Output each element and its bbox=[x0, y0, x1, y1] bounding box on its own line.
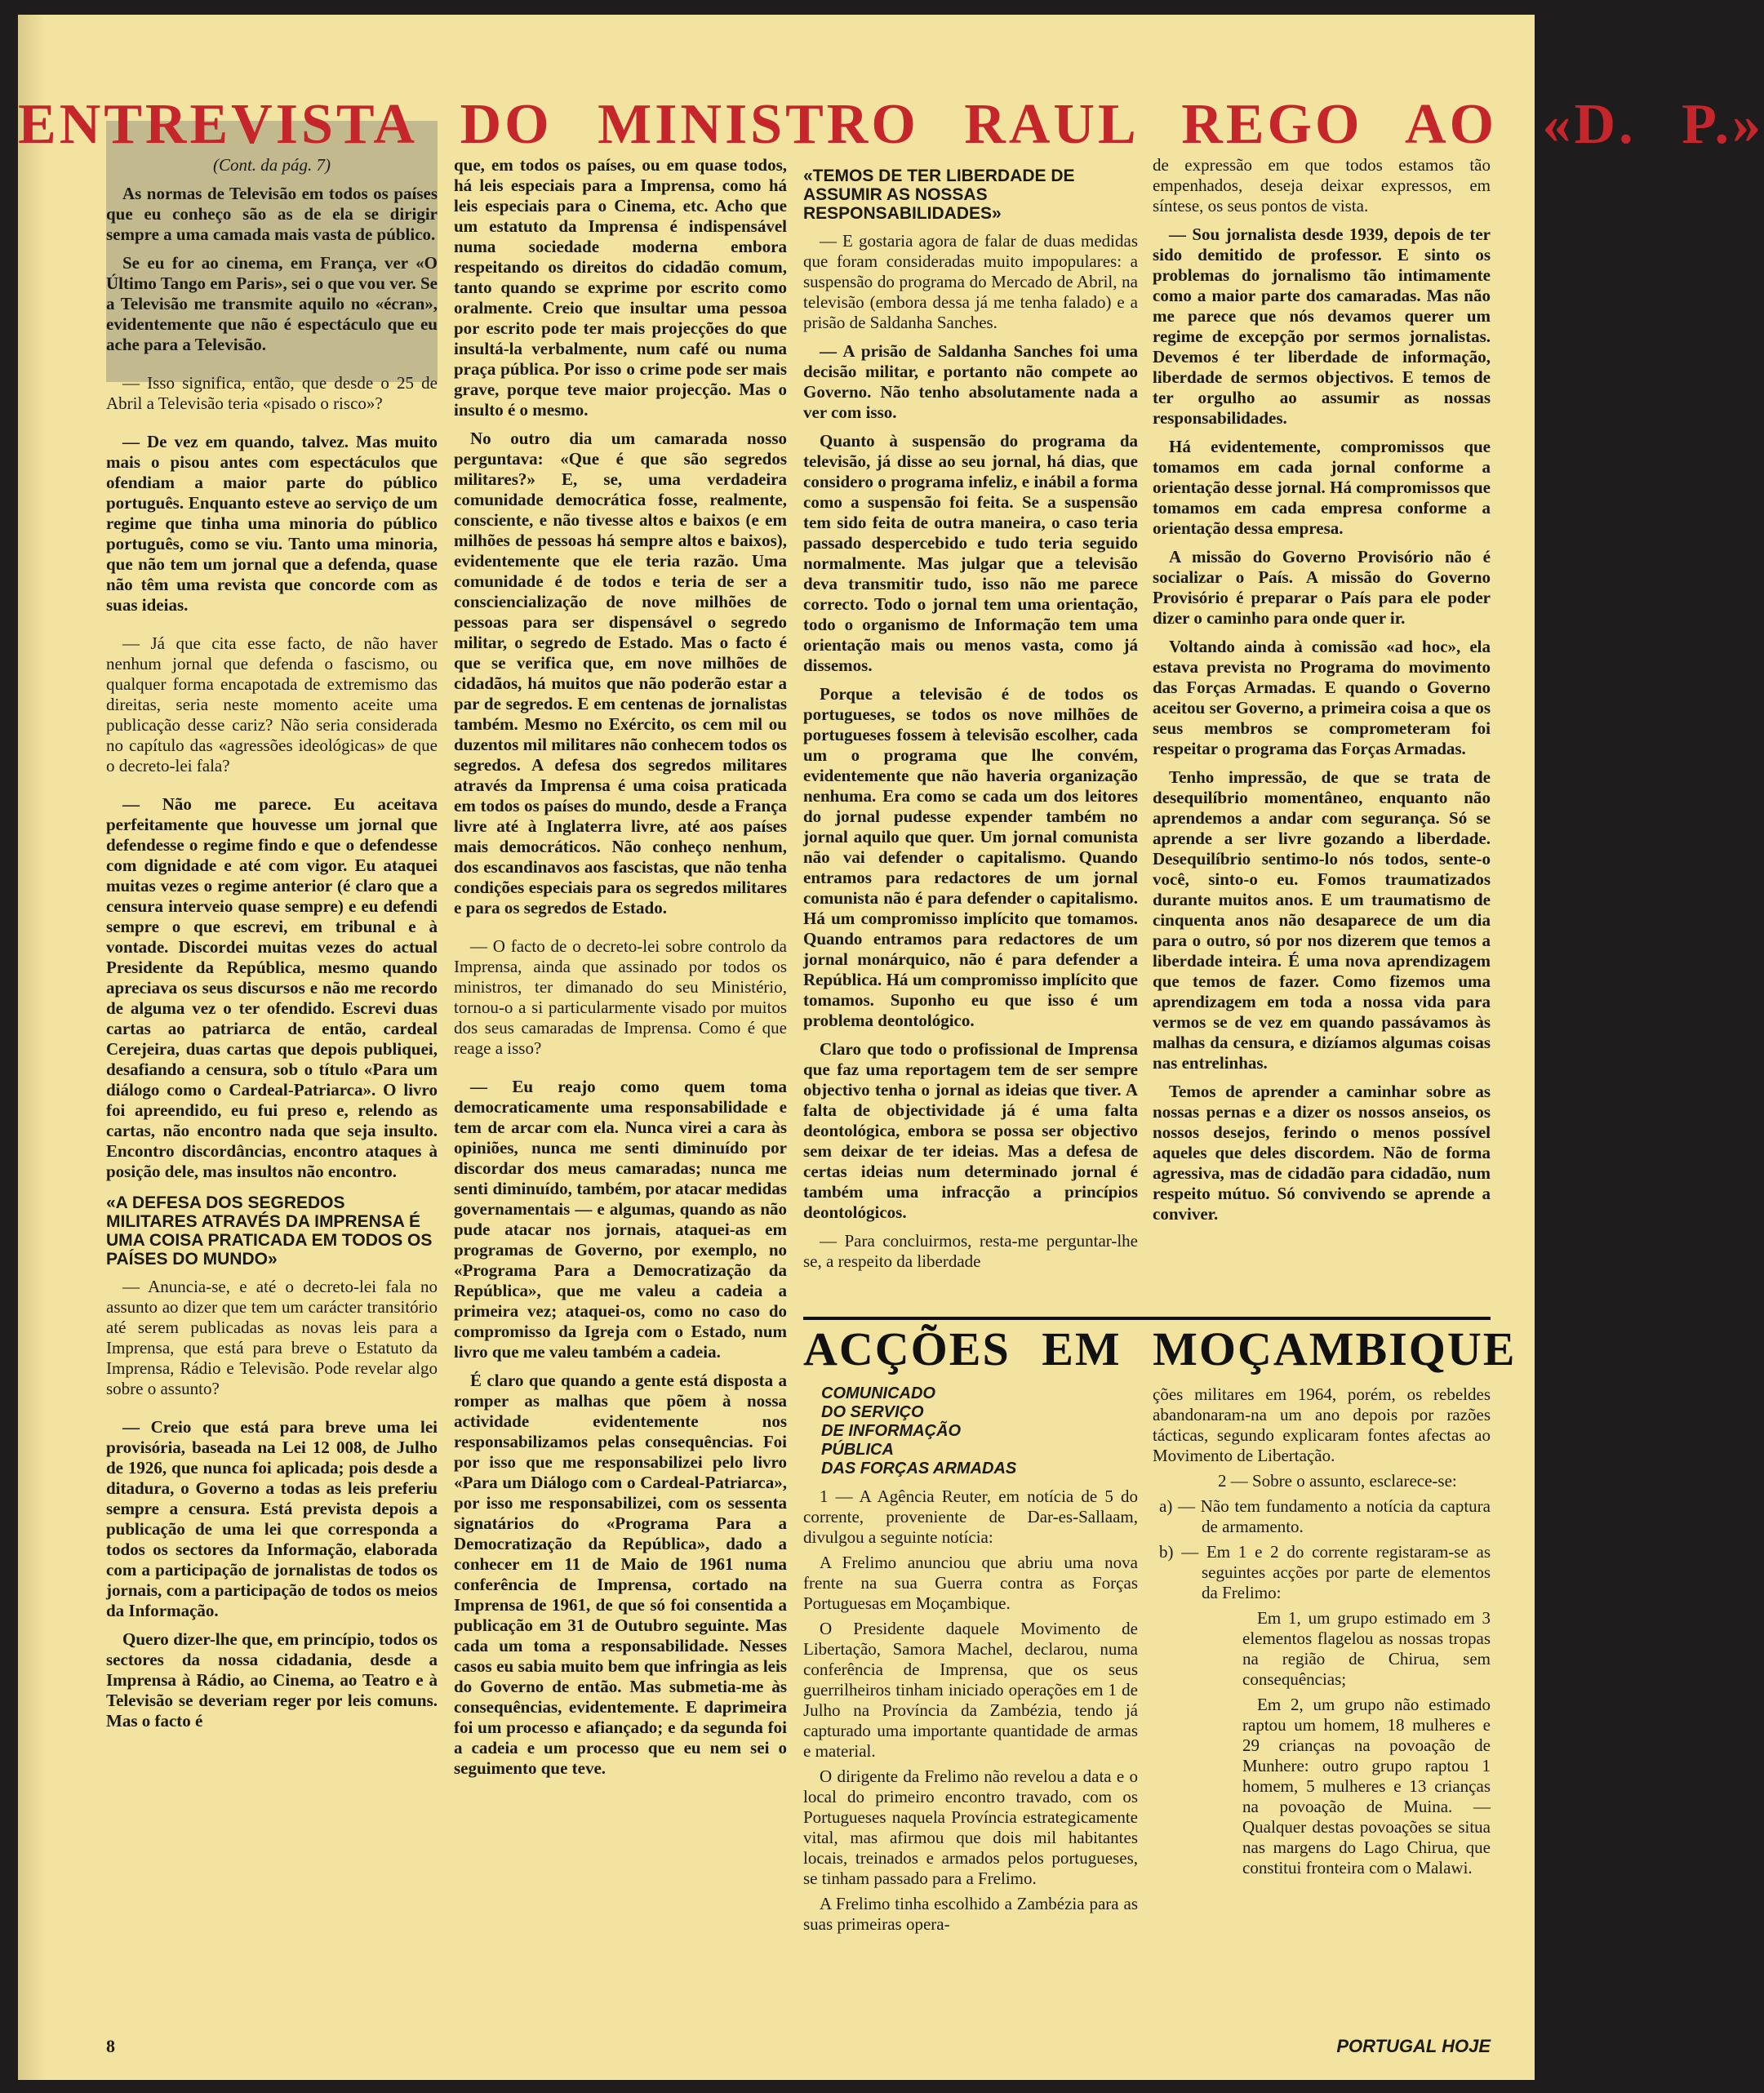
article-paragraph: Claro que todo o profissional de Imprensa que faz uma reportagem tem de ser sempre objectivo tenha o jornal as ideias que tiver. A falta de objectividade já é uma falta deontológica, embora se possa ser objectivo sem deixar de ter ideias. Mas a defesa de certas ideias num determinado jornal é também uma infracção a princípios deontológicos. bbox=[803, 1039, 1138, 1222]
article-paragraph: Há evidentemente, compromissos que tomamos em cada jornal conforme a orientação desse jornal. Há compromissos que tomamos em cada empresa conforme a orientação dessa empresa. bbox=[1153, 437, 1491, 538]
article-paragraph: Quero dizer-lhe que, em princípio, todos os sectores da nossa cidadania, desde a Imprensa à Rádio, ao Cinema, ao Teatro e à Televisão se deveriam reger por leis comuns. Mas o facto é bbox=[106, 1629, 438, 1731]
article-paragraph: — Isso significa, então, que desde o 25 de Abril a Televisão teria «pisado o risco»? bbox=[106, 373, 438, 413]
article-column-4 bbox=[1153, 155, 1491, 1290]
article-paragraph: — A prisão de Saldanha Sanches foi uma decisão militar, e portanto não compete ao Governo. Não tenho absolutamente nada a ver com isso. bbox=[803, 341, 1138, 422]
section-divider bbox=[803, 1317, 1491, 1320]
page-number: 8 bbox=[106, 2036, 115, 2056]
article-paragraph: — O facto de o decreto-lei sobre controlo da Imprensa, ainda que assinado por todos os ministros, ter dimanado do seu Ministério, tornou-o a si particularmente visado por muitos dos seus camaradas de Imprensa. Como é que reage a isso? bbox=[454, 936, 787, 1058]
article-paragraph: (Cont. da pág. 7) bbox=[212, 155, 331, 175]
article-paragraph: que, em todos os países, ou em quase todos, há leis especiais para a Imprensa, como há leis especiais para o Cinema, etc. Acho que um estatuto da Imprensa é indispensável numa sociedade moderna embora respeitando os direitos do cidadão comum, tanto quando se exprime por escrito como oralmente. Creio que insultar uma pessoa por escrito pode ter mais projecções do que insultá-la verbalmente, num café ou numa praça pública. Por isso o crime pode ser mais grave, porque teve maior projecção. Mas o insulto é o mesmo. bbox=[454, 155, 787, 420]
article-paragraph: — Sou jornalista desde 1939, depois de ter sido demitido de professor. E sinto os problemas do jornalismo tão intimamente como a maior parte dos camaradas. Mas não me parece que nós devamos querer um regime de excepção por sermos jornalistas. Devemos é ter liberdade de informação, liberdade de sermos objectivos. E temos de ter orgulho ao assumir as nossas responsabilidades. bbox=[1153, 224, 1491, 428]
article-column-1 bbox=[106, 155, 438, 1951]
communique-item-b: b) — Em 1 e 2 do corrente registaram-se as seguintes acções por parte de elementos da Frelimo: bbox=[1159, 1542, 1491, 1602]
subtitle-line: DAS FORÇAS ARMADAS bbox=[821, 1460, 1017, 1478]
article-paragraph: Se eu for ao cinema, em França, ver «O Último Tango em Paris», sei o que vou ver. Se a Televisão me transmite aquilo no «écran», evidentemente que não é espectáculo que eu ache para a Televisão. bbox=[106, 253, 438, 354]
article-column-3 bbox=[803, 155, 1138, 1290]
subtitle-line: DO SERVIÇO bbox=[821, 1403, 924, 1421]
article-column-2 bbox=[454, 155, 787, 1951]
article-paragraph: É claro que quando a gente está disposta a romper as malhas que põem à nossa actividade evidentemente nos responsabilizamos pelas consequências. Foi por isso que me responsabilizei pelo livro «Para um Diálogo com o Cardeal-Patriarca», por isso me responsabilizei, com os sessenta signatários do «Programa Para a Democratização da República», dado a conhecer em 11 de Maio de 1961 numa conferência de Imprensa, cortado na Imprensa de 1961, de que só foi consentida a publicação em 31 de Outubro seguinte. Mas cada um toma a responsabilidade. Nesses casos eu sabia muito bem que infringia as leis do Governo de então. Mas submetia-me às consequências, evidentemente. E daprimeira foi um processo e afiançado; e da segunda foi a cadeia e um processo que eu nem sei o seguimento que teve. bbox=[454, 1371, 787, 1778]
communique-item-b2: Em 2, um grupo não estimado raptou um homem, 18 mulheres e 29 crianças na povoação de Munhere: outro grupo raptou 1 homem, 5 mulheres e 13 crianças na povoação de Muina. — Qualquer destas povoações se situa nas margens do Lago Chirua, que constitui fronteira com o Malawi. bbox=[1242, 1695, 1491, 1877]
headline: ENTREVISTA DO MINISTRO RAUL REGO AO «D. P.» bbox=[18, 93, 1764, 156]
article-paragraph: A missão do Governo Provisório não é socializar o País. A missão do Governo Provisório é preparar o País para ele poder dizer o caminho para onde quer ir. bbox=[1153, 547, 1491, 628]
communique-paragraph: O Presidente daquele Movimento de Libertação, Samora Machel, declarou, numa conferência de Imprensa, que os seus guerrilheiros tinham iniciado operações em 1 de Julho na Província da Zambézia, tendo já capturado uma importante quantidade de armas e material. bbox=[803, 1619, 1138, 1761]
subtitle-line: DE INFORMAÇÃO bbox=[821, 1422, 962, 1440]
article-paragraph: — Não me parece. Eu aceitava perfeitamente que houvesse um jornal que defendesse o regime findo e que o defendesse com dignidade e até com vigor. Eu ataquei muitas vezes o regime anterior (é claro que a censura interveio quase sempre) e eu defendi sempre o que escrevi, em tribunal e à vontade. Discordei muitas vezes do actual Presidente da República, mesmo quando apreciava os seus discursos e não me recordo de alguma vez o ter ofendido. Escrevi duas cartas ao patriarca de então, cardeal Cerejeira, duas cartas que depois publiquei, desafiando a censura, sob o título «Para um diálogo como o Cardeal-Patriarca». O livro foi apreendido, eu fui preso e, relendo as cartas, não encontro nada que seja insulto. Encontro discordâncias, encontro ataques à posição dele, mas insultos não encontro. bbox=[106, 794, 438, 1181]
page-fold-shadow bbox=[18, 15, 46, 2080]
mozambique-column-2 bbox=[1153, 1384, 1491, 2005]
article-paragraph: — Anuncia-se, e até o decreto-lei fala no assunto ao dizer que tem um carácter transitório até serem publicadas as novas leis para a Imprensa, que está para breve o Estatuto da Imprensa, Rádio e Televisão. Pode revelar algo sobre o assunto? bbox=[106, 1277, 438, 1398]
communique-paragraph: O dirigente da Frelimo não revelou a data e o local do primeiro encontro travado, com os Portugueses naquela Província estrategicamente vital, mas afirmou que dois mil habitantes locais, treinados e armados pelos portugueses, se tinham passado para a Frelimo. bbox=[803, 1766, 1138, 1888]
article-paragraph: Voltando ainda à comissão «ad hoc», ela estava prevista no Programa do movimento das Forças Armadas. E quando o Governo aceitou ser Governo, a primeira coisa a que os seus membros se comprometeram foi respeitar o programa das Forças Armadas. bbox=[1153, 637, 1491, 758]
communique-paragraph: A Frelimo tinha escolhido a Zambézia para as suas primeiras opera- bbox=[803, 1894, 1138, 1934]
communique-item-b1: Em 1, um grupo estimado em 3 elementos flagelou as nossas tropas na região de Chirua, sem consequências; bbox=[1242, 1608, 1491, 1689]
article-paragraph: — Já que cita esse facto, de não haver nenhum jornal que defenda o fascismo, ou qualquer forma encapotada de extremismo das direitas, seria neste momento aceite uma publicação desse cariz? Não seria considerada no capítulo das «agressões ideológicas» de que o decreto-lei fala? bbox=[106, 633, 438, 775]
subheading: «TEMOS DE TER LIBERDADE DE ASSUMIR AS NOSSAS RESPONSABILIDADES» bbox=[803, 167, 1075, 223]
section-title: ACÇÕES EM MOÇAMBIQUE bbox=[803, 1322, 1517, 1375]
article-paragraph: Temos de aprender a caminhar sobre as nossas pernas e a dizer os nossos anseios, os nossos desejos, ferindo o menos possível aqueles que deles discordem. Não de forma agressiva, mas de cidadão para cidadão, num respeito mútuo. Só convivendo se aprende a conviver. bbox=[1153, 1082, 1491, 1224]
article-paragraph: — Eu reajo como quem toma democraticamente uma responsabilidade e tem de arcar com ela. Nunca virei a cara às opiniões, nunca me senti diminuído por discordar dos meus camaradas; nunca me senti diminuído, também, por atacar medidas governamentais — e algumas, quando as não pude atacar nos jornais, ataquei-as em programas de Governo, por exemplo, no «Programa Para a Democratização da República», que me valeu a cadeia a primeira vez; ataquei-os, como no caso do compromisso da Igreja com o Estado, num livro que me valeu também a cadeia. bbox=[454, 1077, 787, 1362]
article-paragraph: As normas de Televisão em todos os países que eu conheço são as de ela se dirigir sempre a uma camada mais vasta de público. bbox=[106, 184, 438, 244]
article-paragraph: — De vez em quando, talvez. Mas muito mais o pisou antes com espectáculos que ofendiam a maior parte do público português. Enquanto esteve ao serviço de um regime que tinha uma minoria do público português, como se viu. Tanto uma minoria, que não tem um jornal que a defenda, quase não têm uma revista que concorde com as suas ideias. bbox=[106, 432, 438, 615]
communique-body bbox=[803, 1486, 1138, 1935]
article-paragraph: Quanto à suspensão do programa da televisão, já disse ao seu jornal, há dias, que considero o programa infeliz, e inábil a forma como a suspensão foi feita. Se a suspensão tem sido feita de outra maneira, o caso teria passado despercebido e tudo teria seguido normalmente. Mas julgar que a televisão deva transmitir tudo, isso não me parece correcto. Todo o jornal tem uma orientação, todo o organismo de Informação tem uma orientação mais ou menos vasta, como já dissemos. bbox=[803, 431, 1138, 675]
communique-subtitle bbox=[821, 1384, 1138, 1478]
communique-paragraph: A Frelimo anunciou que abriu uma nova frente na sua Guerra contra as Forças Portuguesas em Moçambique. bbox=[803, 1553, 1138, 1613]
subtitle-line: COMUNICADO bbox=[821, 1384, 935, 1402]
communique-paragraph: ções militares em 1964, porém, os rebeldes abandonaram-na um ano depois por razões tácticas, segundo explicaram fontes afectas ao Movimento de Libertação. bbox=[1153, 1384, 1491, 1465]
publication-name: PORTUGAL HOJE bbox=[1336, 2036, 1491, 2056]
communique-point-2: 2 — Sobre o assunto, esclarece-se: bbox=[1218, 1471, 1457, 1491]
subtitle-line: PÚBLICA bbox=[821, 1441, 894, 1459]
article-paragraph: Tenho impressão, de que se trata de desequilíbrio momentâneo, enquanto não aprendemos a andar com segurança. Só se aprende a ser livre gozando a liberdade. Desequilíbrio sentimo-lo nós todos, sente-o você, sinto-o eu. Fomos traumatizados durante muitos anos. E um traumatismo de cinquenta anos não desaparece de um dia para o outro, só por nos dizerem que temos a liberdade inteira. É uma nova aprendizagem que temos de fazer. Como fizemos uma aprendizagem em toda a nossa vida para vermos se de vez em quando passávamos às malhas da censura, e dizíamos algumas coisas nas entrelinhas. bbox=[1153, 767, 1491, 1073]
article-paragraph: No outro dia um camarada nosso perguntava: «Que é que são segredos militares?» E, se, uma verdadeira comunidade democrática fosse, realmente, consciente, e não tivesse altos e baixos (e em milhões de pessoas há sempre altos e baixos), evidentemente que ele teria razão. Uma comunidade é de todos e teria de ser a consciencialização de nove milhões de pessoas para ser dispensável o segredo militar, o segredo de Estado. Mas o facto é que se verifica que, em nove milhões de cidadãos, há muitos que não poderão estar a par de segredos. E em centenas de jornalistas também. Mesmo no Exército, os cem mil ou duzentos mil militares não conhecem todos os segredos. A defesa dos segredos militares através da Imprensa é uma coisa praticada em todos os países do mundo, desde a França livre até à Inglaterra livre, até aos países mais democráticos. Não conheço nenhum, dos escandinavos aos fascistas, que não tenha condições especiais para os segredos militares e para os segredos de Estado. bbox=[454, 429, 787, 918]
article-paragraph: — Creio que está para breve uma lei provisória, baseada na Lei 12 008, de Julho de 1926, que nunca foi aplicada; pois desde a ditadura, o Governo a todas as leis preferiu sempre a censura. Está prevista depois a publicação de uma lei que corresponda a todos os sectores da Informação, elaborada com a participação de jornalistas de todos os jornais, com a participação de todos os meios da Informação. bbox=[106, 1417, 438, 1620]
article-paragraph: — Para concluirmos, resta-me perguntar-lhe se, a respeito da liberdade bbox=[803, 1231, 1138, 1271]
subheading: «A DEFESA DOS SEGREDOS MILITARES ATRAVÉS DA IMPRENSA É UMA COISA PRATICADA EM TODOS OS PAÍSES DO MUNDO» bbox=[106, 1193, 433, 1269]
communique-item-a: a) — Não tem fundamento a notícia da captura de armamento. bbox=[1159, 1496, 1491, 1536]
mozambique-column-1 bbox=[803, 1384, 1138, 2005]
communique-paragraph: 1 — A Agência Reuter, em notícia de 5 do corrente, proveniente de Dar-es-Sallaam, divulgou a seguinte notícia: bbox=[803, 1486, 1138, 1547]
newspaper-page bbox=[18, 15, 1764, 2080]
article-paragraph: — E gostaria agora de falar de duas medidas que foram consideradas muito impopulares: a suspensão do programa do Mercado de Abril, na televisão (embora dessa já me tenha falado) e a prisão de Saldanha Sanches. bbox=[803, 231, 1138, 332]
article-paragraph: Porque a televisão é de todos os portugueses, se todos os nove milhões de portugueses fossem à televisão escolher, cada um o programa que lhe convém, evidentemente que não haveria organização nenhuma. Era como se cada um dos leitores do jornal pudesse expender também no jornal aquilo que quer. Um jornal comunista não vai defender o capitalismo. Quando entramos para redactores de um jornal comunista não é para defender o capitalismo. Há um compromisso implícito que tomamos. Quando entramos para redactores de um jornal monárquico, não é para defender a República. Há um compromisso implícito que tomamos. Suponho eu que isso é um problema deontológico. bbox=[803, 684, 1138, 1030]
article-paragraph: de expressão em que todos estamos tão empenhados, deseja deixar expressos, em síntese, os seus pontos de vista. bbox=[1153, 155, 1491, 216]
